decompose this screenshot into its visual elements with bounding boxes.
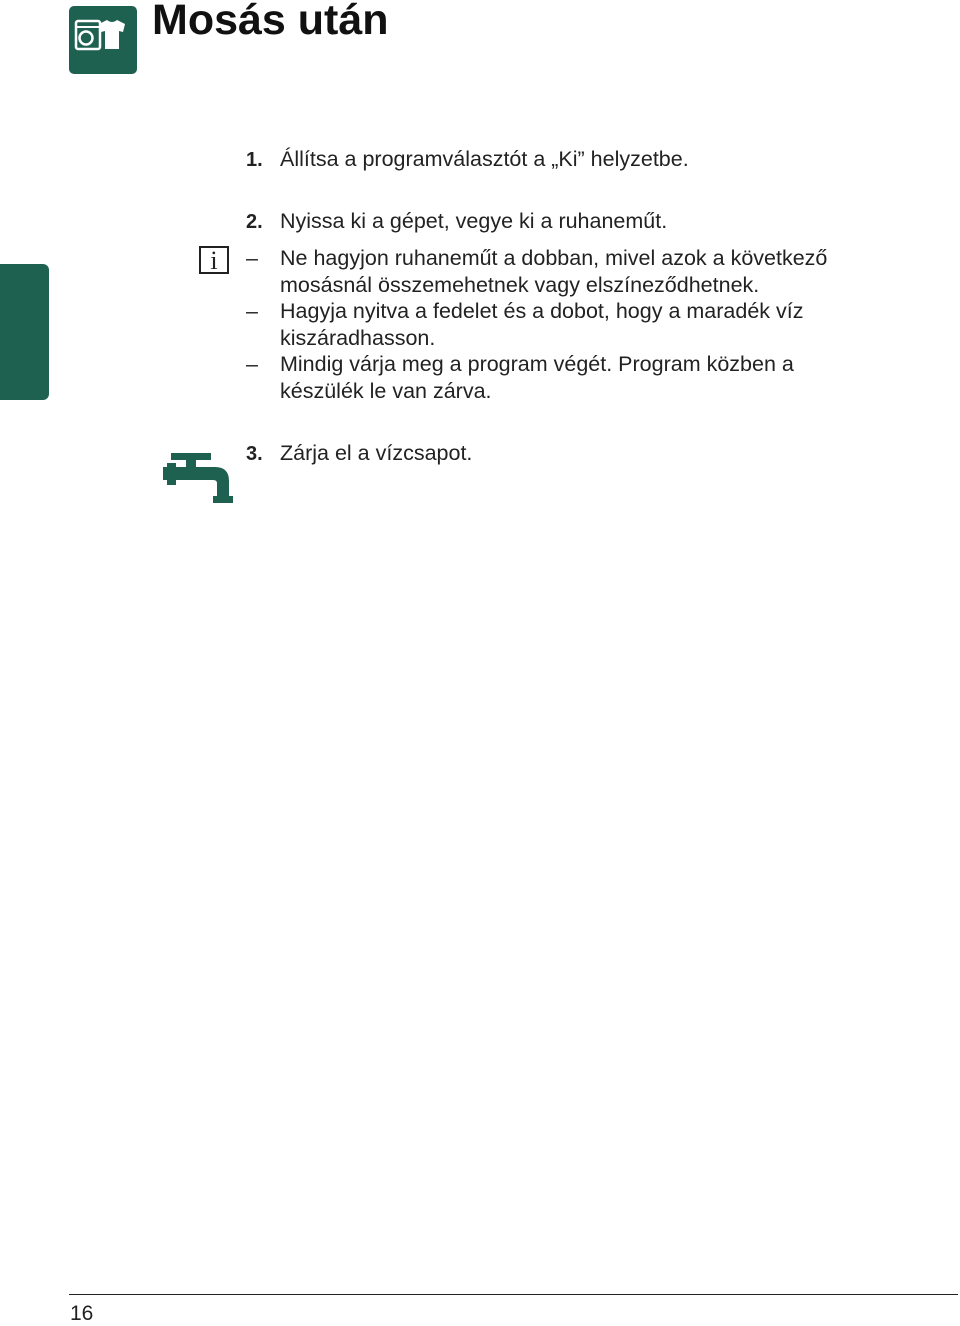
list-item (246, 298, 926, 351)
bullet-line: kiszáradhasson. (280, 325, 436, 350)
water-tap-icon (163, 451, 233, 505)
step-1 (246, 146, 689, 173)
bullet-dash: – (246, 352, 258, 376)
section-side-tab (0, 264, 49, 400)
step-2 (246, 208, 667, 235)
step-text: Állítsa a programválasztót a „Ki” helyzetbe. (280, 147, 689, 171)
page-number: 16 (70, 1302, 94, 1325)
step-number: 3. (246, 443, 263, 465)
step-number: 1. (246, 149, 263, 171)
info-bullet-list (246, 245, 926, 404)
list-item (246, 245, 926, 298)
step-3 (246, 440, 472, 467)
page-title: Mosás után (152, 0, 389, 44)
step-text: Nyissa ki a gépet, vegye ki a ruhaneműt. (280, 209, 668, 233)
info-icon: i (199, 246, 229, 274)
bullet-dash: – (246, 299, 258, 323)
bullet-dash: – (246, 246, 258, 270)
bullet-line: készülék le van zárva. (280, 378, 492, 403)
step-text: Zárja el a vízcsapot. (280, 441, 473, 465)
step-number: 2. (246, 211, 263, 233)
bullet-line: Mindig várja meg a program végét. Program közben a (280, 352, 794, 376)
bullet-line: mosásnál összemehetnek vagy elszíneződhetnek. (280, 272, 760, 297)
washing-machine-shirt-icon (69, 6, 137, 74)
bullet-line: Hagyja nyitva a fedelet és a dobot, hogy a maradék víz (280, 299, 804, 323)
footer-divider (69, 1294, 958, 1295)
list-item (246, 351, 926, 404)
bullet-line: Ne hagyjon ruhaneműt a dobban, mivel azok a következő (280, 246, 828, 270)
